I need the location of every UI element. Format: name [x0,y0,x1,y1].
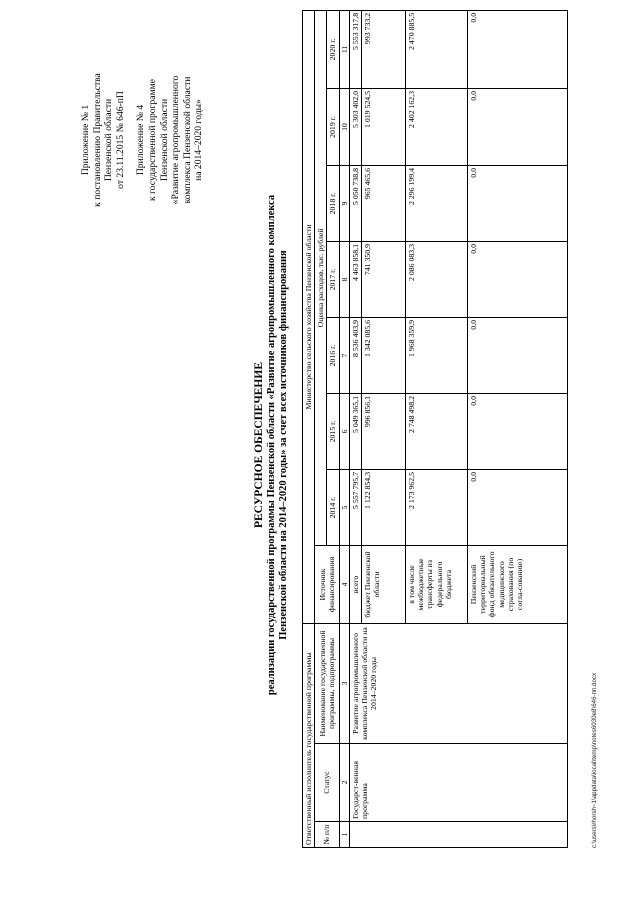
column-index: 9 [339,165,349,241]
value-cell: 5 557 795,7 [349,469,361,545]
year-header: 2014 г. [327,469,339,545]
value-cell: 4 463 858,1 [349,241,361,317]
column-index: 5 [339,469,349,545]
column-index: 3 [339,623,349,743]
appendix-line: Приложение № 4 [135,104,147,176]
appendix-line: комплекса Пензенской области [181,76,193,204]
appendix-line: Пензенской области [103,98,115,182]
appendix-line: от 23.11.2015 № 646-пП [114,91,126,189]
header-source: Источник финансирования [315,545,339,623]
appendix-block [80,40,205,240]
title-line: Пензенской области на 2014–2020 годы» за счет всех источников финансирования [278,250,289,640]
column-index: 2 [339,744,349,822]
appendix-line: на 2014–2020 годы» [193,99,205,181]
year-header: 2016 г. [327,317,339,393]
appendix-line: Приложение № 1 [80,104,91,176]
column-index: 4 [339,545,349,623]
value-cell: 2 470 885,5 [406,10,468,88]
value-cell: 993 733,2 [362,10,406,88]
year-header: 2019 г. [327,88,339,165]
value-cell: 2 748 498,2 [406,393,468,469]
program-name-cell: Развитие агропромышленного комплекса Пензенской области на 2014–2020 годы [349,623,567,743]
value-cell: 2 296 199,4 [406,165,468,241]
header-row-1 [303,10,315,847]
title-line: реализации государственной программы Пензенской области «Развитие агропромышленного комплекса [265,194,277,696]
appendix-1 [80,40,126,240]
column-index: 1 [339,822,349,848]
value-cell: 8 536 403,9 [349,317,361,393]
source-cell: Пензенский территориальный фонд обязательного медицинского страхования (по согла-сованию) [468,545,568,623]
header-ministry: Министерство сельского хозяйства Пензенской области [303,10,315,623]
appendix-line: Пензенской области [158,98,170,182]
appendix-4 [135,40,205,240]
column-index: 6 [339,393,349,469]
value-cell: 5 049 365,1 [349,393,361,469]
table-row-total [349,10,361,847]
column-index: 8 [339,241,349,317]
value-cell: 5 303 402,0 [349,88,361,165]
status-cell: Государст-венная программа [349,744,567,822]
value-cell: 1 342 085,6 [362,317,406,393]
value-cell: 0,0 [468,88,568,165]
value-cell: 1 122 854,3 [362,469,406,545]
value-cell: 996 856,1 [362,393,406,469]
header-row-2 [315,10,327,847]
header-status: Статус [315,744,339,822]
row-number-cell [349,822,567,848]
value-cell: 0,0 [468,10,568,88]
appendix-line: к государственной программе [146,79,158,201]
year-header: 2015 г. [327,393,339,469]
appendix-line: к постановлению Правительства [91,73,103,207]
value-cell: 0,0 [468,469,568,545]
file-path-footer: c:\users\rhorsh~1\appdata\local\temp\notes6030e8\646-пп.docx [591,672,598,848]
year-header: 2017 г. [327,241,339,317]
value-cell: 5 553 317,8 [349,10,361,88]
document-title [253,185,291,705]
value-cell: 0,0 [468,241,568,317]
source-cell: бюджет Пензенской области [362,545,406,623]
year-header: 2020 г. [327,10,339,88]
value-cell: 2 402 162,3 [406,88,468,165]
value-cell: 965 465,6 [362,165,406,241]
value-cell: 1 019 524,5 [362,88,406,165]
source-cell: всего [349,545,361,623]
value-cell: 0,0 [468,165,568,241]
column-index: 10 [339,88,349,165]
header-program-name: Наименование государственной программы, подпрограммы [315,623,339,743]
resource-table [302,10,568,848]
value-cell: 0,0 [468,393,568,469]
header-number: № п/п [315,822,339,848]
title-main: РЕСУРСНОЕ ОБЕСПЕЧЕНИЕ [253,362,265,529]
column-index: 11 [339,10,349,88]
value-cell: 2 086 083,3 [406,241,468,317]
year-header: 2018 г. [327,165,339,241]
column-index: 7 [339,317,349,393]
header-responsible: Ответственный исполнитель государственной программы [303,623,315,847]
header-estimate: Оценка расходов, тыс. рублей [315,10,327,545]
value-cell: 741 350,9 [362,241,406,317]
source-cell: в том числе межбюджетные трансферты из федерального бюджета [406,545,468,623]
value-cell: 2 173 962,5 [406,469,468,545]
appendix-line: «Развитие агропромышленного [170,75,182,205]
value-cell: 0,0 [468,317,568,393]
column-index-row [339,10,349,847]
value-cell: 1 968 359,9 [406,317,468,393]
value-cell: 5 050 738,8 [349,165,361,241]
